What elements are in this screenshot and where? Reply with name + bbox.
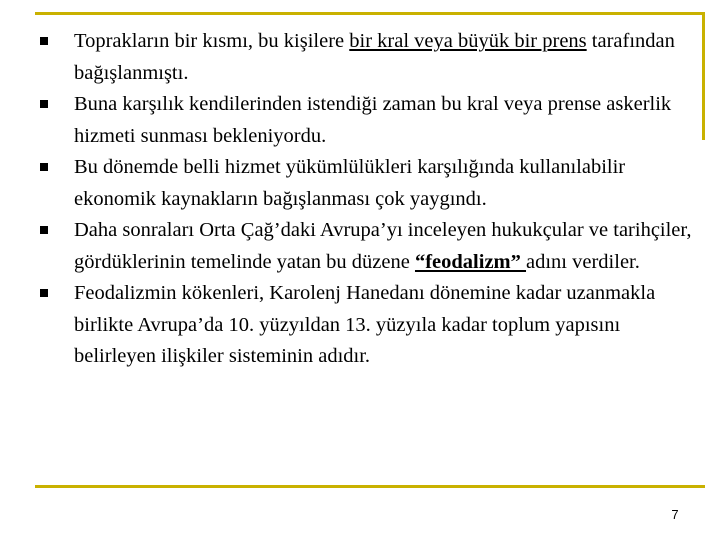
bullet-item [40, 89, 700, 152]
emphasized-term: “feodalizm” [414, 250, 527, 273]
square-bullet-icon [40, 163, 48, 171]
bullet-item [40, 278, 700, 373]
bullet-text-part: Toprakların bir kısmı, bu kişilere [74, 30, 350, 52]
frame-right-line [702, 12, 705, 140]
bullet-text: Bu dönemde belli hizmet yükümlülükleri karşılığında kullanılabilir ekonomik kaynakların bağışlanması çok yaygındı. [74, 156, 626, 210]
underlined-phrase: bir kral veya büyük bir prens [349, 30, 587, 52]
square-bullet-icon [40, 226, 48, 234]
bullet-text: Buna karşılık kendilerinden istendiği zaman bu kral veya prense askerlik hizmeti sunması bekleniyordu. [74, 93, 672, 147]
bullet-text: Feodalizmin kökenleri, Karolenj Hanedanı dönemine kadar uzanmakla birlikte Avrupa’da 10. yüzyıldan 13. yüzyıla kadar toplum yapısını belirleyen ilişkiler sisteminin adıdır. [74, 282, 656, 367]
bullet-item [40, 215, 700, 278]
page-number: 7 [671, 507, 679, 522]
frame-bottom-line [35, 485, 705, 488]
frame-top-line [35, 12, 705, 15]
square-bullet-icon [40, 289, 48, 297]
bullet-item [40, 26, 700, 89]
bullet-list [40, 26, 700, 373]
bullet-text-part: Daha sonraları Orta Çağ’daki Avrupa’yı inceleyen hukukçular ve tarihçiler, gördüklerinin temelinde yatan bu düzene [74, 219, 692, 273]
bullet-text-part: tarafından bağışlanmıştı. [74, 30, 675, 84]
bullet-text-part: adını verdiler. [526, 250, 640, 273]
bullet-item [40, 152, 700, 215]
square-bullet-icon [40, 37, 48, 45]
square-bullet-icon [40, 100, 48, 108]
